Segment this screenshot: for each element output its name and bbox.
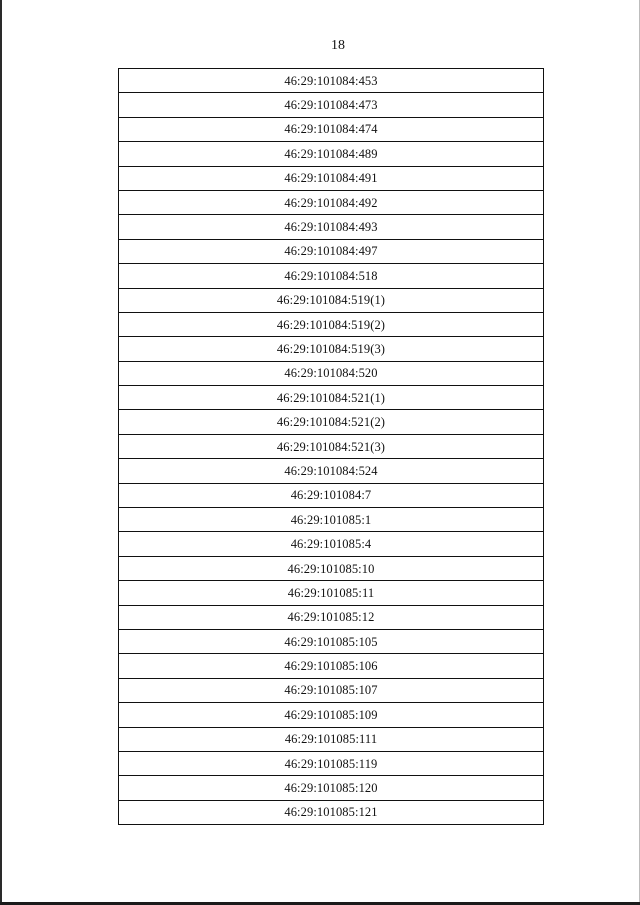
table-row: [119, 142, 544, 166]
table-row: [119, 264, 544, 288]
cadastral-number-cell: 46:29:101084:521(3): [119, 434, 544, 458]
table-row: [119, 434, 544, 458]
table-row: [119, 69, 544, 93]
table-row: [119, 239, 544, 263]
cadastral-number-cell: 46:29:101084:474: [119, 117, 544, 141]
table-row: [119, 605, 544, 629]
cadastral-number-cell: 46:29:101085:120: [119, 776, 544, 800]
cadastral-number-cell: 46:29:101085:107: [119, 678, 544, 702]
table-row: [119, 532, 544, 556]
cadastral-numbers-table: [118, 68, 544, 825]
table-row: [119, 776, 544, 800]
table-row: [119, 629, 544, 653]
cadastral-number-cell: 46:29:101084:519(3): [119, 337, 544, 361]
table-row: [119, 288, 544, 312]
cadastral-number-cell: 46:29:101085:4: [119, 532, 544, 556]
cadastral-number-cell: 46:29:101085:121: [119, 800, 544, 824]
cadastral-number-cell: 46:29:101084:492: [119, 190, 544, 214]
cadastral-number-cell: 46:29:101085:11: [119, 581, 544, 605]
table-row: [119, 215, 544, 239]
cadastral-number-cell: 46:29:101084:521(1): [119, 386, 544, 410]
cadastral-number-cell: 46:29:101084:524: [119, 459, 544, 483]
cadastral-number-cell: 46:29:101084:493: [119, 215, 544, 239]
cadastral-number-cell: 46:29:101085:10: [119, 556, 544, 580]
table-body: [119, 69, 544, 825]
table-row: [119, 483, 544, 507]
cadastral-number-cell: 46:29:101084:473: [119, 93, 544, 117]
table-row: [119, 800, 544, 824]
cadastral-number-cell: 46:29:101084:489: [119, 142, 544, 166]
cadastral-number-cell: 46:29:101084:491: [119, 166, 544, 190]
cadastral-number-cell: 46:29:101084:518: [119, 264, 544, 288]
table-row: [119, 678, 544, 702]
table-row: [119, 410, 544, 434]
table-row: [119, 312, 544, 336]
cadastral-number-cell: 46:29:101085:12: [119, 605, 544, 629]
table-row: [119, 581, 544, 605]
table-row: [119, 508, 544, 532]
table-row: [119, 727, 544, 751]
page-number: 18: [331, 38, 345, 53]
table-row: [119, 556, 544, 580]
table-row: [119, 459, 544, 483]
cadastral-number-cell: 46:29:101085:105: [119, 629, 544, 653]
cadastral-number-cell: 46:29:101084:519(2): [119, 312, 544, 336]
cadastral-number-cell: 46:29:101084:521(2): [119, 410, 544, 434]
cadastral-number-cell: 46:29:101084:7: [119, 483, 544, 507]
cadastral-number-cell: 46:29:101085:109: [119, 703, 544, 727]
cadastral-number-cell: 46:29:101085:1: [119, 508, 544, 532]
cadastral-number-cell: 46:29:101084:453: [119, 69, 544, 93]
cadastral-number-cell: 46:29:101084:519(1): [119, 288, 544, 312]
table-row: [119, 166, 544, 190]
cadastral-number-cell: 46:29:101085:111: [119, 727, 544, 751]
scan-edge-left: [0, 0, 2, 905]
cadastral-number-cell: 46:29:101085:119: [119, 751, 544, 775]
cadastral-number-cell: 46:29:101084:497: [119, 239, 544, 263]
table-row: [119, 93, 544, 117]
table-row: [119, 703, 544, 727]
table-row: [119, 190, 544, 214]
table-row: [119, 751, 544, 775]
cadastral-number-cell: 46:29:101084:520: [119, 361, 544, 385]
table-row: [119, 337, 544, 361]
table-row: [119, 361, 544, 385]
cadastral-number-cell: 46:29:101085:106: [119, 654, 544, 678]
table-row: [119, 386, 544, 410]
table-row: [119, 654, 544, 678]
table-row: [119, 117, 544, 141]
